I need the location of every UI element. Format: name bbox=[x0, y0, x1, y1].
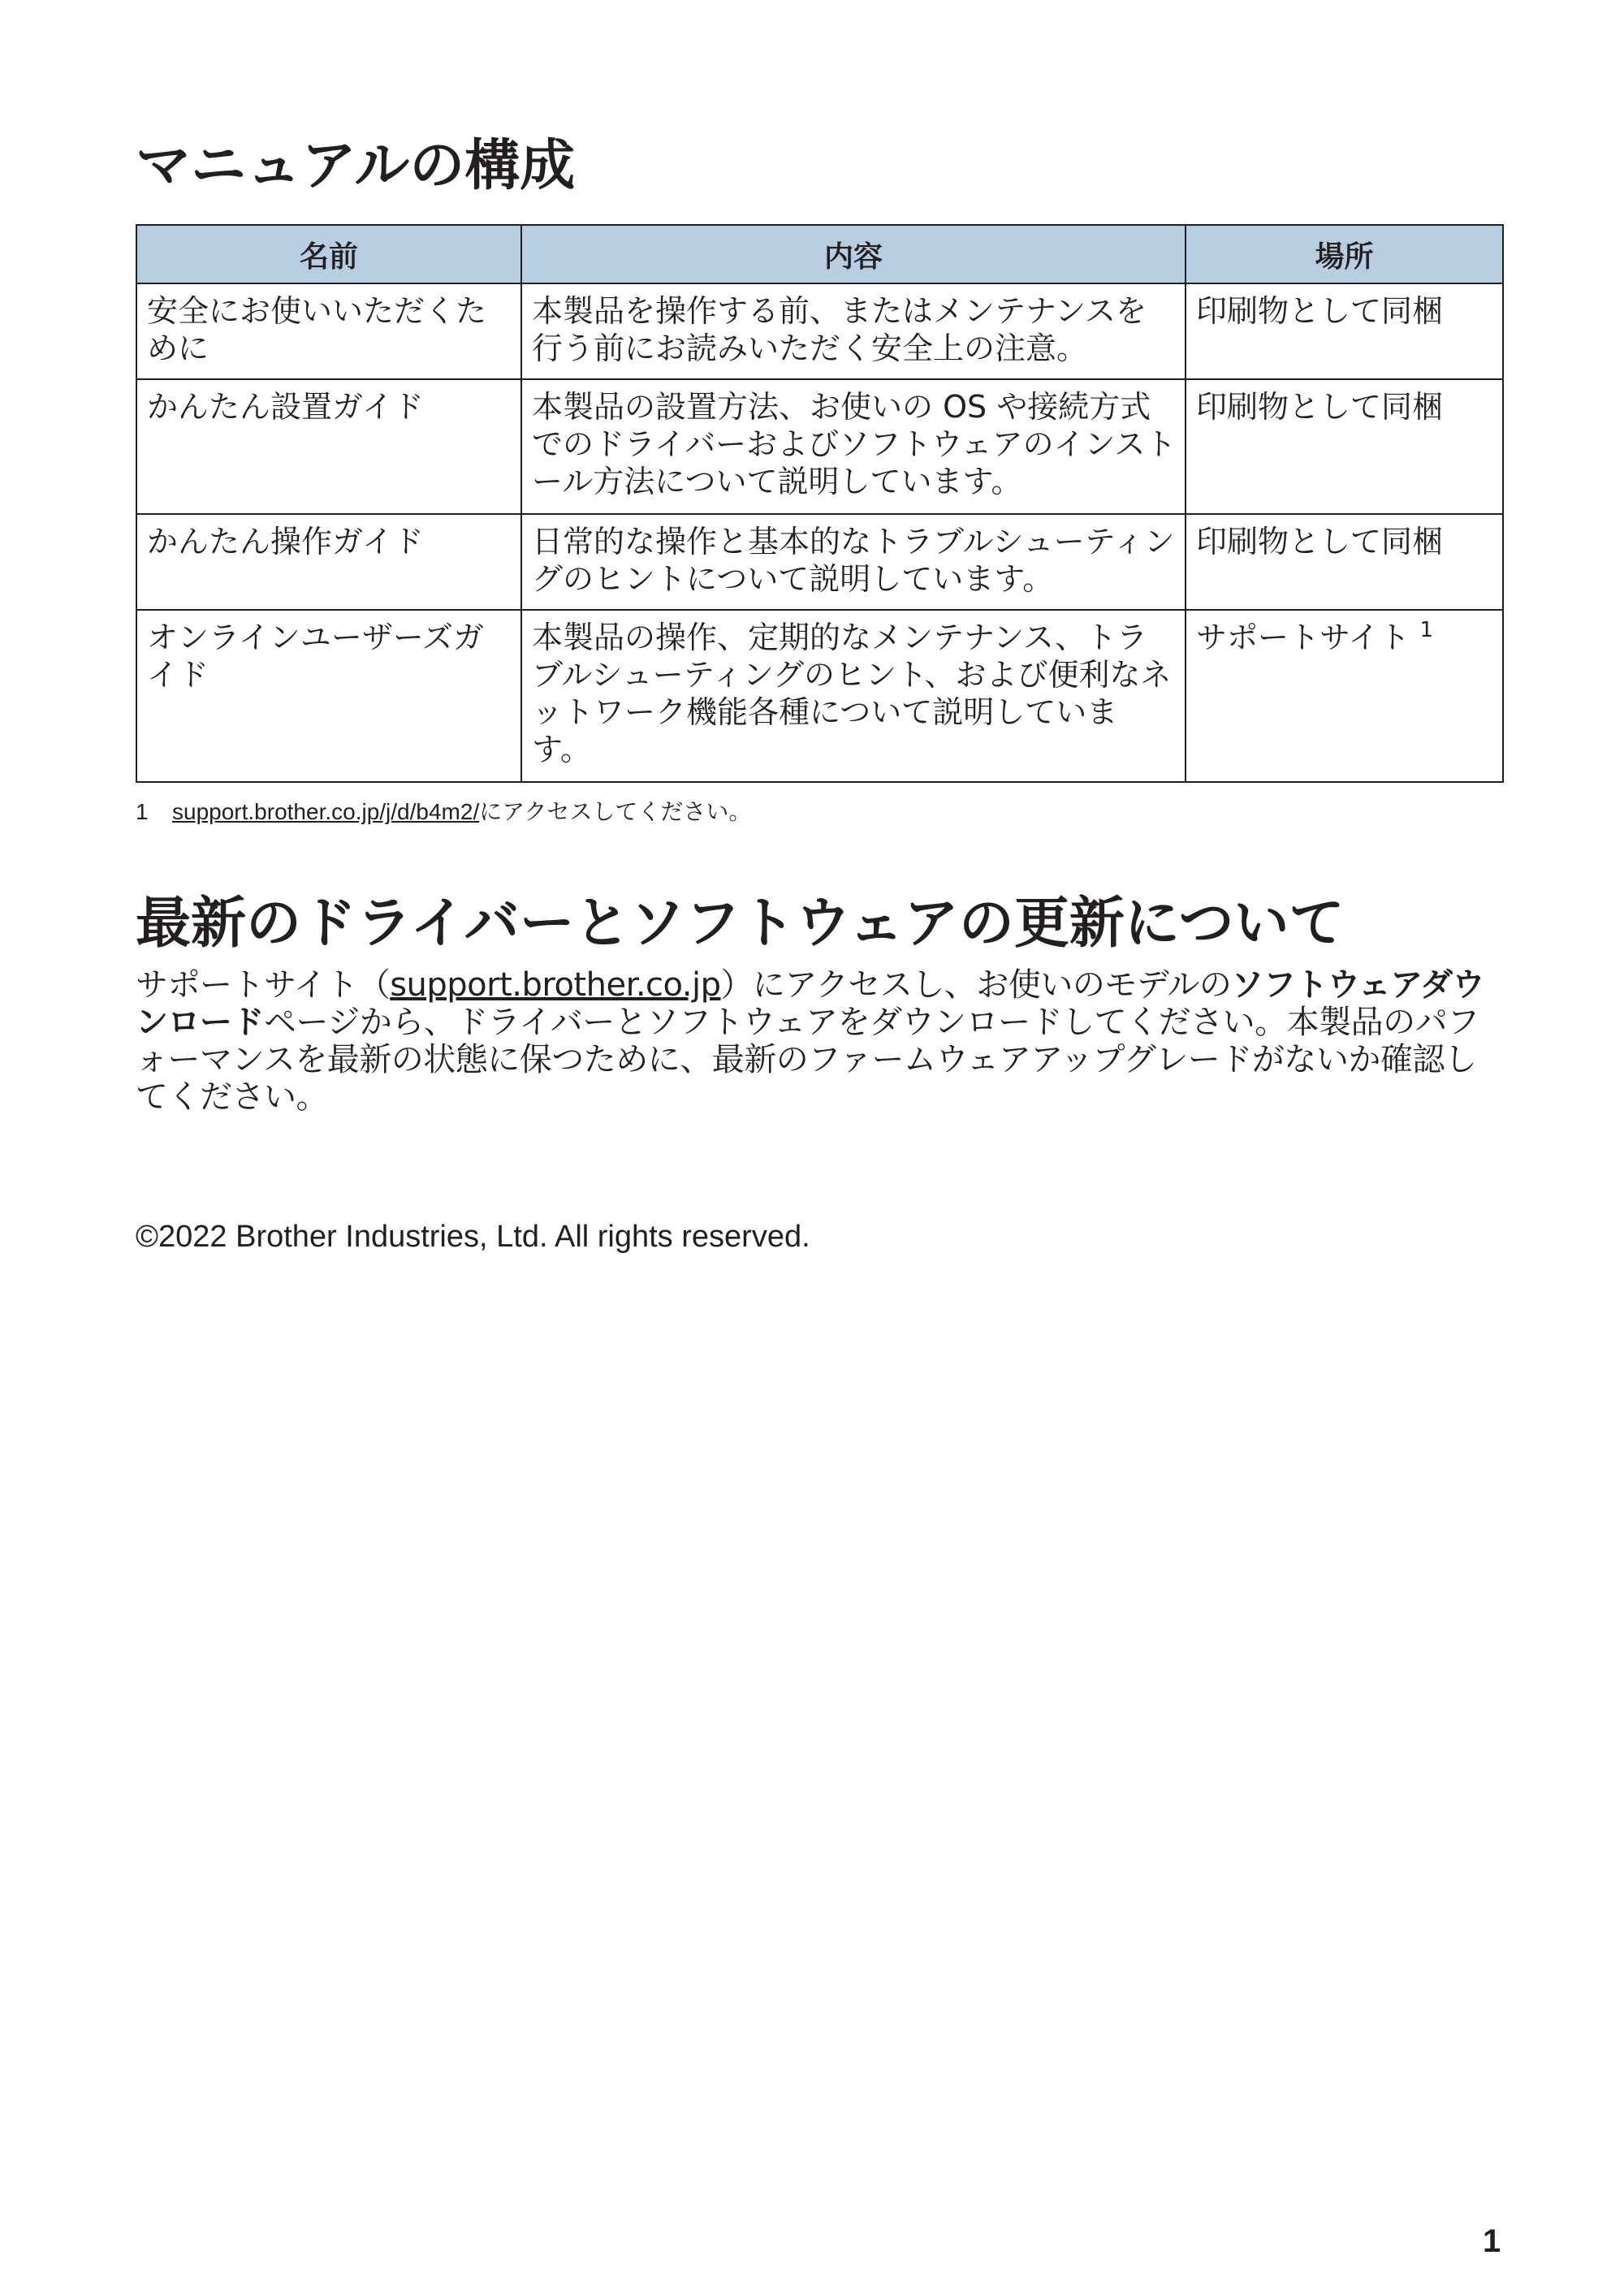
page-number: 1 bbox=[1483, 2223, 1501, 2259]
footnote-text: にアクセスしてください。 bbox=[479, 799, 752, 824]
para-text-3: ページから、ドライバーとソフトウェアをダウンロードしてください。本製品のパフォーマンスを最新の状態に保つために、最新のファームウェアアップグレードがないか確認してください。 bbox=[136, 1004, 1479, 1116]
footnote bbox=[136, 796, 751, 828]
table-header-row bbox=[136, 225, 1503, 283]
cell-content: 日常的な操作と基本的なトラブルシューティングのヒントについて説明しています。 bbox=[521, 514, 1186, 610]
cell-location: 印刷物として同梱 bbox=[1186, 379, 1503, 514]
software-download-label: ソフトウェアダウンロード bbox=[136, 966, 1484, 1041]
cell-location: 印刷物として同梱 bbox=[1186, 283, 1503, 379]
cell-content: 本製品の設置方法、お使いの OS や接続方式でのドライバーおよびソフトウェアのインストール方法について説明しています。 bbox=[521, 379, 1186, 514]
location-text: サポートサイト bbox=[1196, 620, 1410, 655]
cell-content: 本製品の操作、定期的なメンテナンス、トラブルシューティングのヒント、および便利なネットワーク機能各種について説明しています。 bbox=[521, 610, 1186, 782]
cell-content: 本製品を操作する前、またはメンテナンスを行う前にお読みいただく安全上の注意。 bbox=[521, 283, 1186, 379]
para-text-1: サポートサイト（ bbox=[136, 966, 391, 1004]
header-content: 内容 bbox=[521, 225, 1186, 283]
cell-name: 安全にお使いいただくために bbox=[136, 283, 521, 379]
table-row bbox=[136, 379, 1503, 514]
support-site-link[interactable]: support.brother.co.jp bbox=[390, 966, 721, 1004]
cell-name: オンラインユーザーズガイド bbox=[136, 610, 521, 782]
section-title-manual-structure: マニュアルの構成 bbox=[136, 134, 576, 198]
cell-name: かんたん設置ガイド bbox=[136, 379, 521, 514]
copyright: ©2022 Brother Industries, Ltd. All rights reserved. bbox=[136, 1220, 810, 1254]
header-name: 名前 bbox=[136, 225, 521, 283]
table-row bbox=[136, 610, 1503, 782]
table-row bbox=[136, 514, 1503, 610]
cell-location: 印刷物として同梱 bbox=[1186, 514, 1503, 610]
footnote-link[interactable]: support.brother.co.jp/j/d/b4m2/ bbox=[172, 799, 480, 824]
section-title-driver-update: 最新のドライバーとソフトウェアの更新について bbox=[136, 892, 1345, 956]
cell-name: かんたん操作ガイド bbox=[136, 514, 521, 610]
table-row bbox=[136, 283, 1503, 379]
header-location: 場所 bbox=[1186, 225, 1503, 283]
para-text-2: ）にアクセスし、お使いのモデルの bbox=[720, 966, 1232, 1004]
cell-location bbox=[1186, 610, 1503, 782]
footnote-number: 1 bbox=[136, 799, 149, 824]
manual-table bbox=[136, 224, 1504, 783]
driver-update-paragraph bbox=[136, 966, 1502, 1116]
footnote-ref[interactable]: 1 bbox=[1419, 618, 1433, 642]
